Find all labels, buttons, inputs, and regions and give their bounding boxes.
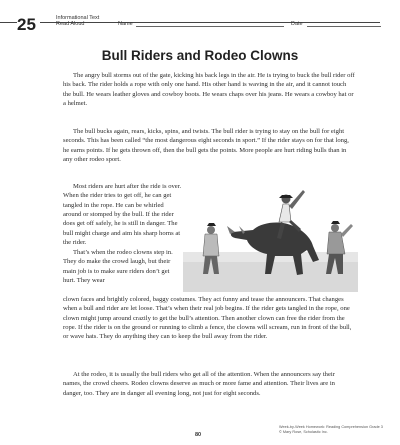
text-type-line1: Informational Text bbox=[56, 15, 100, 21]
bull-rider-photo bbox=[183, 182, 358, 292]
text-type-label bbox=[56, 15, 99, 27]
date-label: Date bbox=[291, 21, 303, 27]
date-field-line bbox=[307, 26, 381, 27]
credit-line bbox=[279, 425, 383, 434]
paragraph-3: Most riders are hurt after the ride is over. When the rider tries to get off, he can get tangled in the rope. He can be whirled around or stomped by the bull. If the rider does get off safely, he is still in danger. The bull might charge and aim his sharp horns at the rider. bbox=[63, 183, 182, 247]
paragraph-1: The angry bull storms out of the gate, kicking his back legs in the air. He is trying to buck the bull rider off his back. The rider holds a rope with only one hand. His other hand is waving in the air, and it cannot touch the bull. He wears leather gloves and cowboy boots. He wears chaps over his jeans. He wears a cowboy hat or a helmet. bbox=[63, 72, 355, 108]
page-badge bbox=[17, 15, 40, 35]
name-field-line bbox=[136, 26, 284, 27]
paragraph-4-continued: clown faces and brightly colored, baggy costumes. They act funny and tease the announcers. That changes when a bull and rider are let loose. That’s when their real job begins. If the rider gets tangled in the rope, one clown might jump around crazily to get the bull’s attention. Then another clown can free the rider from the rope. If the rider is on the ground or running to climb a fence, the clowns will scream, run in front of the bull, or wave hats. They do anything they can to keep the bull away from the rider. bbox=[63, 296, 352, 341]
page-badge-number: 25 bbox=[17, 15, 40, 35]
page-title: Bull Riders and Rodeo Clowns bbox=[101, 48, 299, 63]
text-type-line2: Read Aloud bbox=[56, 21, 85, 27]
page-number: 80 bbox=[195, 432, 202, 438]
paragraph-4-start: That’s when the rodeo clowns step in. They do make the crowd laugh, but their main job is to make sure riders don’t get hurt. They wear bbox=[63, 249, 173, 285]
credit-line-1: Week-by-Week Homework: Reading Comprehension Grade 3 bbox=[279, 425, 383, 429]
name-label: Name bbox=[118, 21, 133, 27]
paragraph-5: At the rodeo, it is usually the bull riders who get all of the attention. When the announcers say their names, the crowd cheers. Rodeo clowns deserve as much or more fame and attention. Their lives are in danger, too. They are in danger all evening long, not just for eight seconds. bbox=[63, 371, 335, 397]
paragraph-2: The bull bucks again, rears, kicks, spins, and twists. The bull rider is trying to stay on the bull for eight seconds. This has been called “the most dangerous eight seconds in sport.” If the rider stays on for that long, he earns points. If he gets thrown off, then the bull gets the points. More people are hurt riding bulls than in any other rodeo sport. bbox=[63, 128, 349, 164]
credit-line-2: © Mary Rose, Scholastic Inc. bbox=[279, 429, 328, 434]
